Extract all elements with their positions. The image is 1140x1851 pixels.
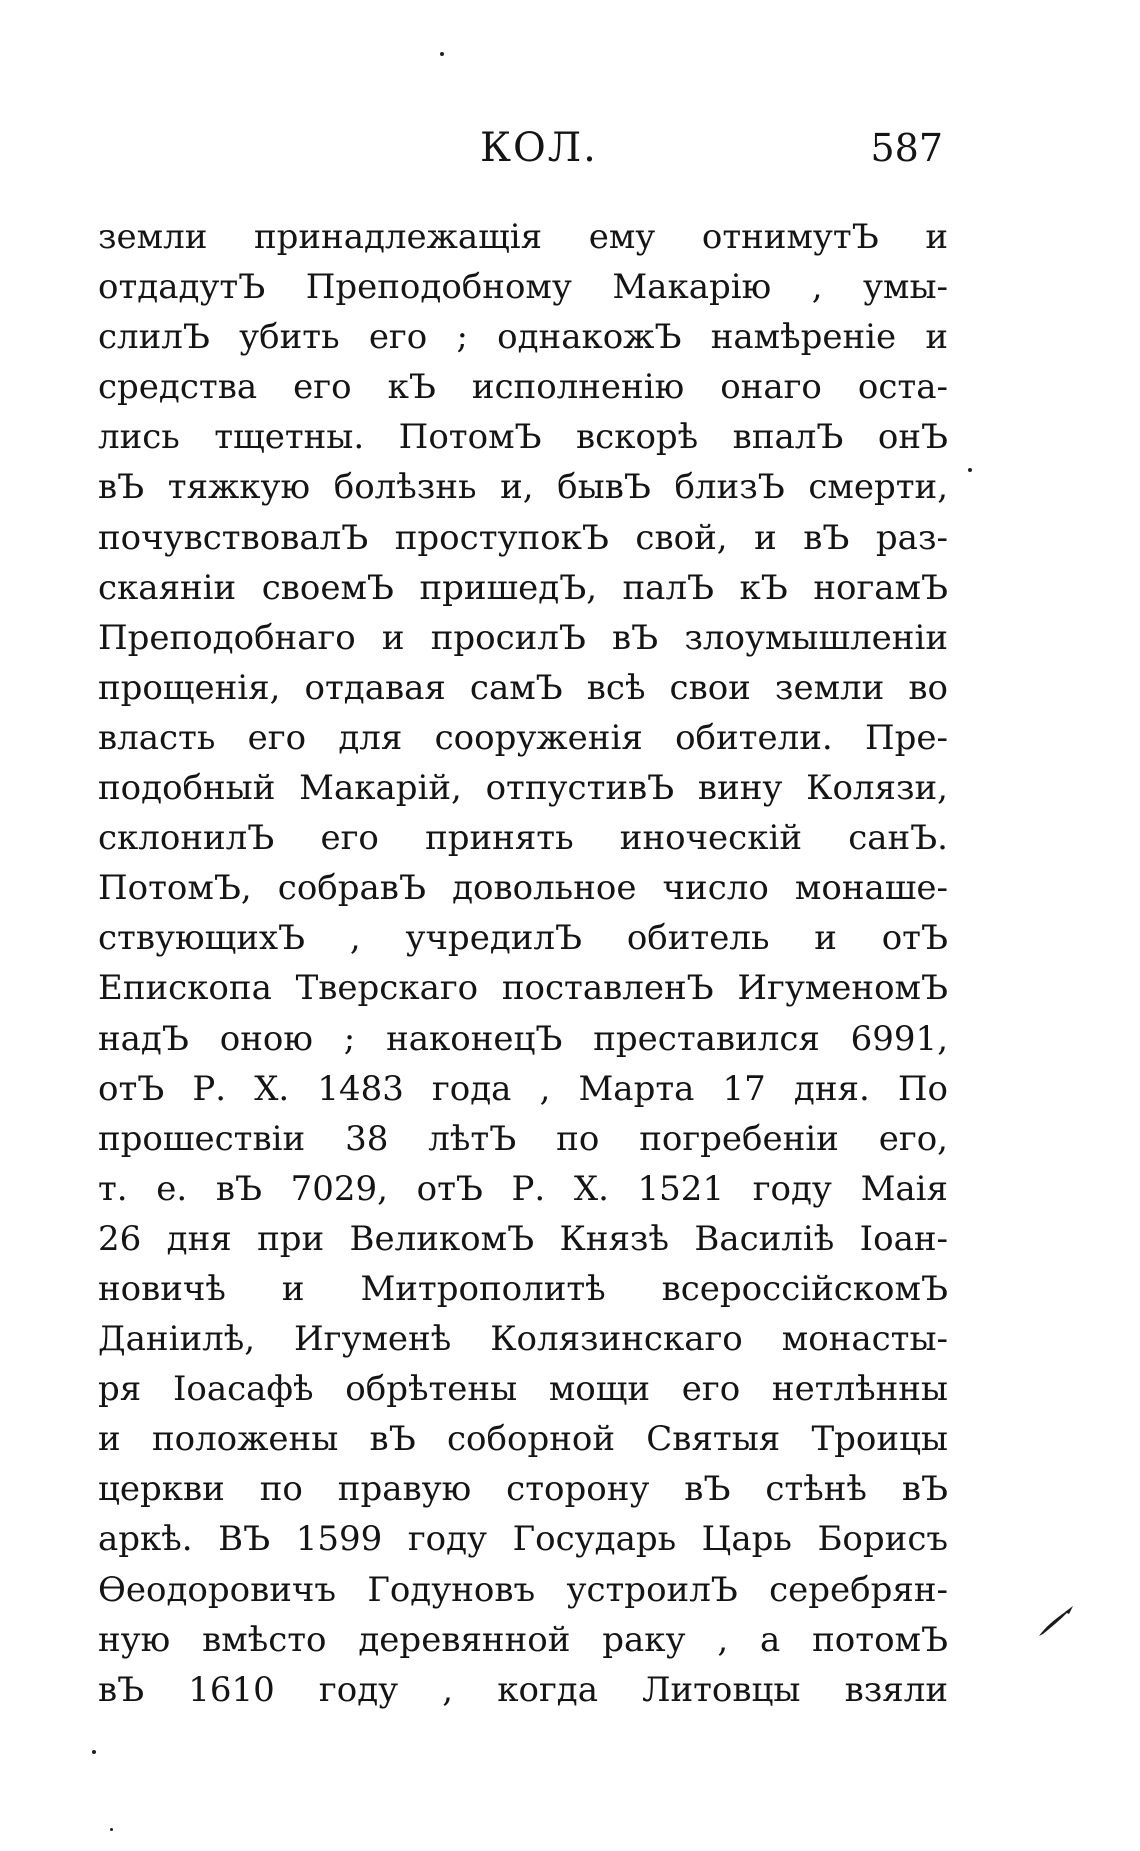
scan-speck [92,1750,96,1754]
text-line: лись тщетны. ПотомЪ вскорѣ впалЪ онЪ [98,417,948,458]
text-line: надЪ оною ; наконецЪ преставился 6991, [98,1018,948,1059]
text-line: Даніилѣ, Игуменѣ Колязинскаго монасты- [98,1319,948,1360]
page-header [98,118,943,178]
text-line: слилЪ убить его ; однакожЪ намѣреніе и [98,317,948,358]
ink-mark-icon [1035,1600,1075,1640]
page-number: 587 [870,126,943,170]
body-text [98,212,948,1715]
text-line: и положены вЪ соборной Святыя Троицы [98,1419,948,1460]
text-line: 26 дня при ВеликомЪ Князѣ Василіѣ Іоан- [98,1218,948,1259]
text-line: ПотомЪ, собравЪ довольное число монаше- [98,868,948,909]
text-line: средства его кЪ исполненію онаго оста- [98,367,948,408]
text-line: склонилЪ его принять иноческій санЪ. [98,818,948,859]
scan-speck [110,1828,113,1831]
scan-speck [968,468,972,472]
text-line: прощенія, отдавая самЪ всѣ свои земли во [98,667,948,708]
text-line: церкви по правую сторону вЪ стѣнѣ вЪ [98,1469,948,1510]
text-line: ную вмѣсто деревянной раку , а потомЪ [98,1619,948,1660]
text-line: подобный Макарій, отпустивЪ вину Колязи, [98,768,948,809]
running-head: КОЛ. [480,125,598,171]
text-line: отЪ Р. Х. 1483 года , Марта 17 дня. По [98,1068,948,1109]
text-line: ствующихЪ , учредилЪ обитель и отЪ [98,918,948,959]
text-line: почувствовалЪ проступокЪ свой, и вЪ раз- [98,517,948,558]
text-line: т. е. вЪ 7029, отЪ Р. Х. 1521 году Маія [98,1168,948,1209]
text-line: аркѣ. ВЪ 1599 году Государь Царь Борисъ [98,1519,948,1560]
text-line: ря Іоасафѣ обрѣтены мощи его нетлѣнны [98,1369,948,1410]
scan-speck [440,52,444,56]
text-line: новичѣ и Митрополитѣ всероссійскомЪ [98,1268,948,1309]
text-line: прошествіи 38 лѣтЪ по погребеніи его, [98,1118,948,1159]
text-line: скаяніи своемЪ пришедЪ, палЪ кЪ ногамЪ [98,567,948,608]
text-line: земли принадлежащія ему отнимутЪ и [98,217,948,257]
text-line: власть его для сооруженія обители. Пре- [98,717,948,758]
text-line: вЪ 1610 году , когда Литовцы взяли [98,1669,948,1710]
text-line: Ѳеодоровичъ Годуновъ устроилЪ серебрян- [98,1569,948,1610]
text-line: отдадутЪ Преподобному Макарію , умы- [98,267,948,308]
text-line: Епископа Тверскаго поставленЪ ИгуменомЪ [98,968,948,1009]
text-line: вЪ тяжкую болѣзнь и, бывЪ близЪ смерти, [98,467,948,508]
text-line: Преподобнаго и просилЪ вЪ злоумышленіи [98,617,948,658]
